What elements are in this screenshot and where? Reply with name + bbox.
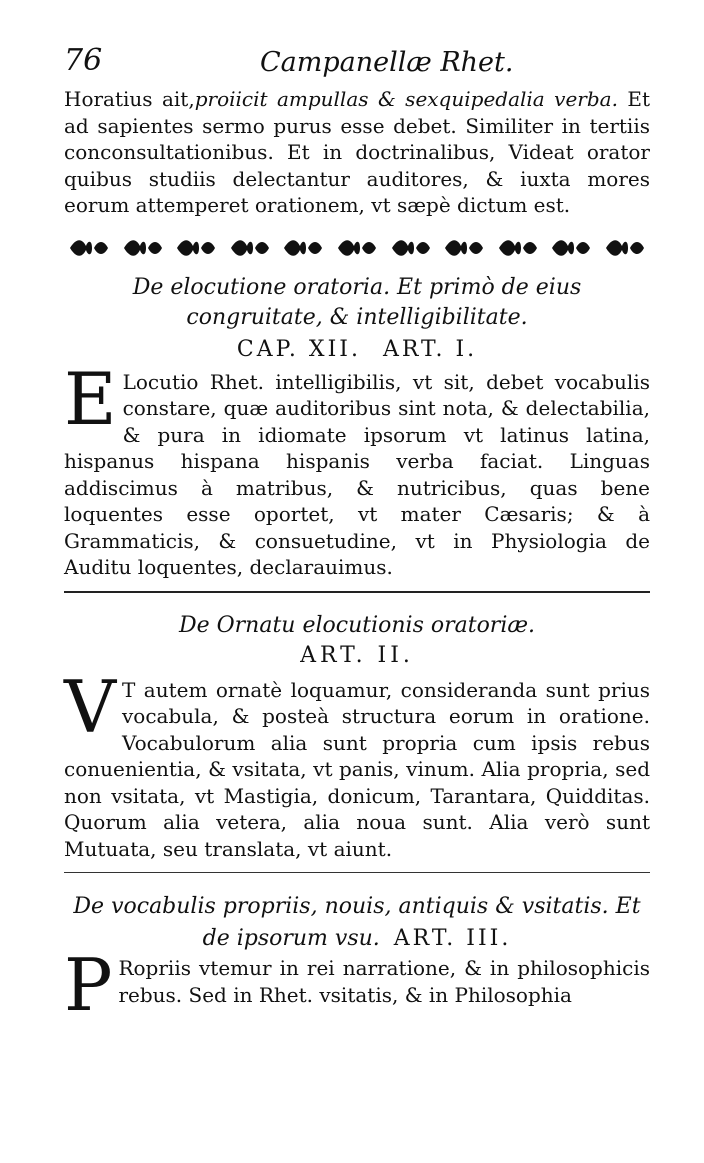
section1-heading: De elocutione oratoria. Et primò de eius congruitate, & intelligibilitate.	[132, 274, 582, 330]
running-title: Campanellæ Rhet.	[260, 47, 514, 78]
fleuron-icon	[229, 236, 271, 260]
section3-heading	[64, 891, 650, 955]
section1-paragraph	[64, 356, 650, 581]
intro-tail: Et ad	[64, 87, 651, 138]
section2-paragraph	[64, 664, 650, 863]
dropcap-initial: E	[64, 356, 117, 441]
section2-heading: De Ornatu elocutionis oratoriæ.	[178, 612, 536, 638]
fleuron-icon	[604, 236, 646, 260]
section-divider	[64, 591, 650, 593]
chapter-label	[64, 335, 650, 365]
article-number: ART. III.	[393, 926, 512, 951]
chapter-number: CAP. XII.	[236, 336, 361, 362]
section1-body: Locutio Rhet. intelligibilis, vt sit, debet vocabulis constare, quæ auditoribus sint nota, & delectabilia, & pura in idiomate ipsorum vt latinus latina, hispanus hispana hispanis verba faciat. Linguas addiscimus à matribus, & nutricibus, quas bene loquentes esse oportet, vt mater Cæsaris; & à Grammaticis, & consuetudine, vt in Physiologia de Auditu loquentes, declarauimus.	[64, 369, 650, 579]
page-number: 76	[64, 43, 103, 78]
fleuron-icon	[443, 236, 485, 260]
fleuron-icon	[68, 236, 110, 260]
fleuron-icon	[550, 236, 592, 260]
dropcap-initial: V	[64, 664, 116, 749]
article-number: ART. I.	[382, 336, 478, 362]
fleuron-icon	[282, 236, 324, 260]
fleuron-icon	[390, 236, 432, 260]
section3-title: De vocabulis propriis, nouis, antiquis & vsitatis. Et de ipsorum vsu.	[73, 894, 641, 951]
running-head	[64, 44, 650, 86]
dropcap-initial: P	[64, 943, 113, 1027]
section3-body: Ropriis vtemur in rei narratione, & in philosophicis rebus. Sed in Rhet. vsitatis, & in Philosophia	[118, 956, 650, 1007]
article-number: ART. II.	[300, 642, 414, 668]
fleuron-icon	[175, 236, 217, 260]
intro-lead: Horatius ait,	[64, 87, 195, 111]
book-page	[64, 43, 651, 1027]
section-divider	[64, 872, 650, 873]
fleuron-icon	[336, 236, 378, 260]
fleuron-icon	[122, 236, 164, 260]
intro-body: sapientes sermo purus esse debet. Similiter in tertiis conconsultationibus. Et in doctrinalibus, Videat orator quibus studiis delectantur auditores, & iuxta mores eorum attemperet orationem, vt sæpè dictum est.	[64, 113, 650, 217]
intro-quotation: proiicit ampullas & sexquipedalia verba.	[194, 87, 618, 111]
fleuron-icon	[497, 236, 539, 260]
section3-paragraph	[64, 943, 650, 1027]
intro-paragraph	[64, 86, 650, 219]
ornament-band	[64, 233, 650, 263]
section2-body: T autem ornatè loquamur, consideranda sunt prius vocabula, & posteà structura eorum in oratione. Vocabulorum alia sunt propria cum ipsis rebus conuenientia, & vsitata, vt panis, vinum. Alia propria, sed non vsitata, vt Mastigia, donicum, Tarantara, Quidditas. Quorum alia vetera, alia noua sunt. Alia verò sunt Mutuata, seu translata, vt aiunt.	[64, 677, 650, 861]
